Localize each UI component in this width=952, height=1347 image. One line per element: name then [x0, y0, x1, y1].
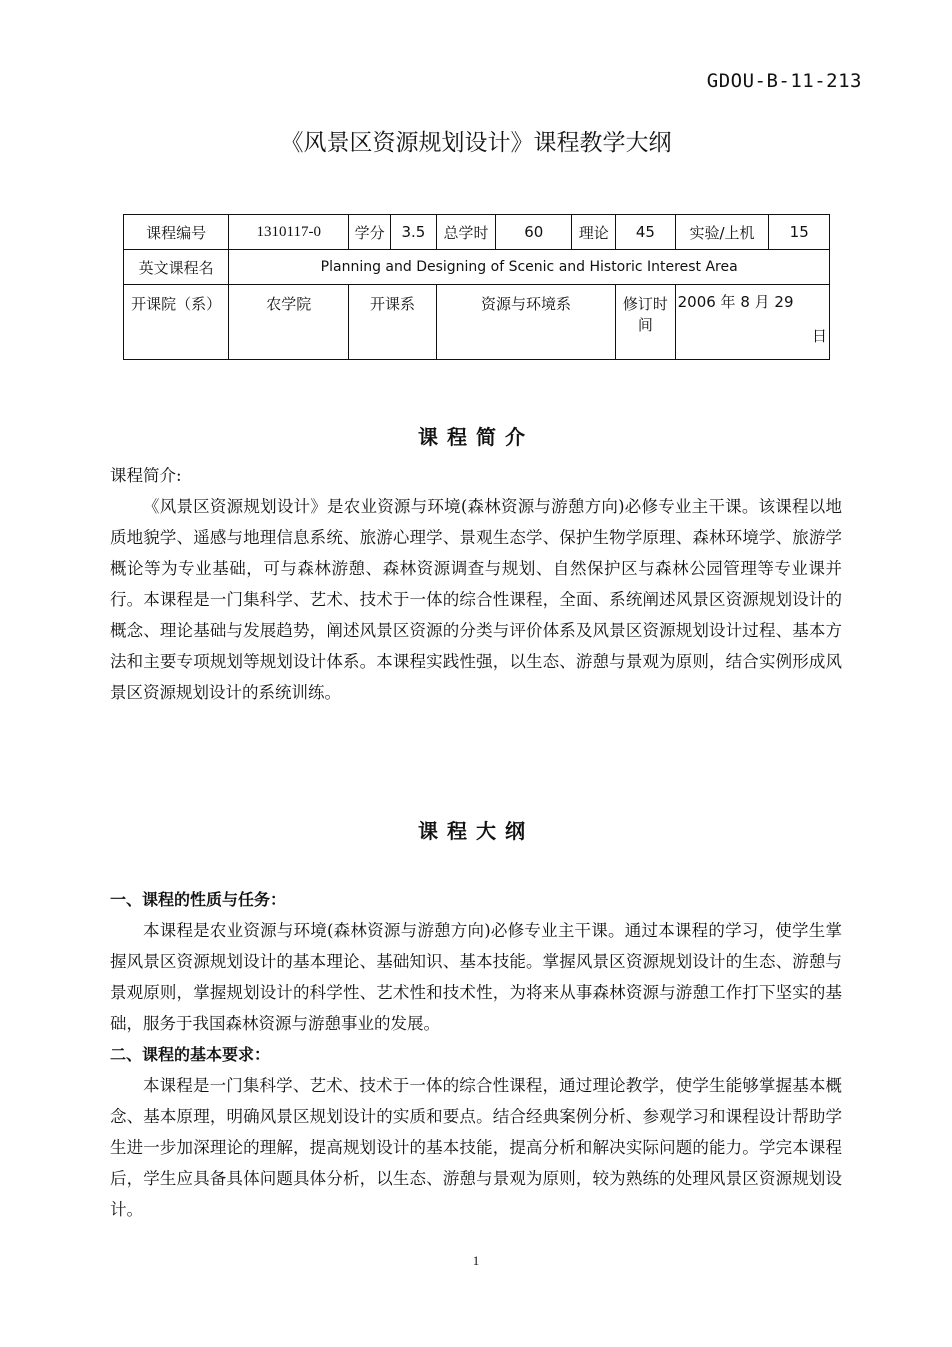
dept-value: 资源与环境系 — [436, 285, 615, 360]
section-2-paragraph: 本课程是一门集科学、艺术、技术于一体的综合性课程，通过理论教学，使学生能够掌握基本概念、基本原理，明确风景区规划设计的实质和要点。结合经典案例分析、参观学习和课程设计帮助学生进一步加深理论的理解，提高规划设计的基本技能，提高分析和解决实际问题的能力。学完本课程后，学生应具备具体问题具体分析，以生态、游憩与景观为原则，较为熟练的处理风景区资源规划设计。 — [110, 1076, 842, 1219]
english-name-label: 英文课程名 — [124, 250, 229, 285]
revised-label: 修订时间 — [616, 285, 675, 360]
page-number: 1 — [472, 1253, 480, 1268]
college-value: 农学院 — [229, 285, 349, 360]
outline-block — [110, 884, 842, 1225]
section-1-heading: 一、课程的性质与任务： — [110, 890, 287, 909]
credit-label: 学分 — [349, 215, 391, 250]
table-row — [124, 215, 830, 250]
table-row — [124, 250, 830, 285]
document-title: 《风景区资源规划设计》课程教学大纲 — [280, 130, 672, 156]
course-no-label: 课程编号 — [124, 215, 229, 250]
total-hours-value: 60 — [496, 215, 572, 250]
theory-label: 理论 — [572, 215, 616, 250]
outline-section-title: 课程大纲 — [418, 819, 534, 843]
intro-section-title: 课程简介 — [418, 425, 534, 449]
dept-label: 开课系 — [349, 285, 437, 360]
credit-value: 3.5 — [390, 215, 436, 250]
table-row — [124, 285, 830, 360]
intro-label: 课程简介: — [110, 466, 182, 485]
intro-block — [110, 460, 842, 708]
theory-hours-value: 45 — [616, 215, 675, 250]
section-1-paragraph: 本课程是农业资源与环境(森林资源与游憩方向)必修专业主干课。通过本课程的学习，使学生掌握风景区资源规划设计的基本理论、基础知识、基本技能。掌握风景区资源规划设计的生态、游憩与景观原则，掌握规划设计的科学性、艺术性和技术性，为将来从事森林资源与游憩工作打下坚实的基础，服务于我国森林资源与游憩事业的发展。 — [110, 921, 842, 1033]
lab-hours-value: 15 — [769, 215, 830, 250]
english-name-value: Planning and Designing of Scenic and Historic Interest Area — [229, 250, 830, 285]
lab-label: 实验/上机 — [675, 215, 769, 250]
intro-paragraph: 《风景区资源规划设计》是农业资源与环境(森林资源与游憩方向)必修专业主干课。该课程以地质地貌学、遥感与地理信息系统、旅游心理学、景观生态学、保护生物学原理、森林环境学、旅游学概论等为专业基础，可与森林游憩、森林资源调查与规划、自然保护区与森林公园管理等专业课并行。本课程是一门集科学、艺术、技术于一体的综合性课程，全面、系统阐述风景区资源规划设计的概念、理论基础与发展趋势，阐述风景区资源的分类与评价体系及风景区资源规划设计过程、基本方法和主要专项规划等规划设计体系。本课程实践性强，以生态、游憩与景观为原则，结合实例形成风景区资源规划设计的系统训练。 — [110, 497, 842, 702]
section-2-heading: 二、课程的基本要求： — [110, 1045, 271, 1064]
document-code: GDOU-B-11-213 — [706, 70, 862, 92]
revised-date-value: 2006 年 8 月 29 — [677, 293, 794, 311]
college-label: 开课院（系） — [124, 285, 229, 360]
revised-date-cell — [675, 285, 829, 360]
course-info-table — [123, 214, 830, 360]
course-no-value: 1310117-0 — [229, 215, 349, 250]
total-hours-label: 总学时 — [436, 215, 495, 250]
revised-date-day: 日 — [811, 327, 827, 345]
